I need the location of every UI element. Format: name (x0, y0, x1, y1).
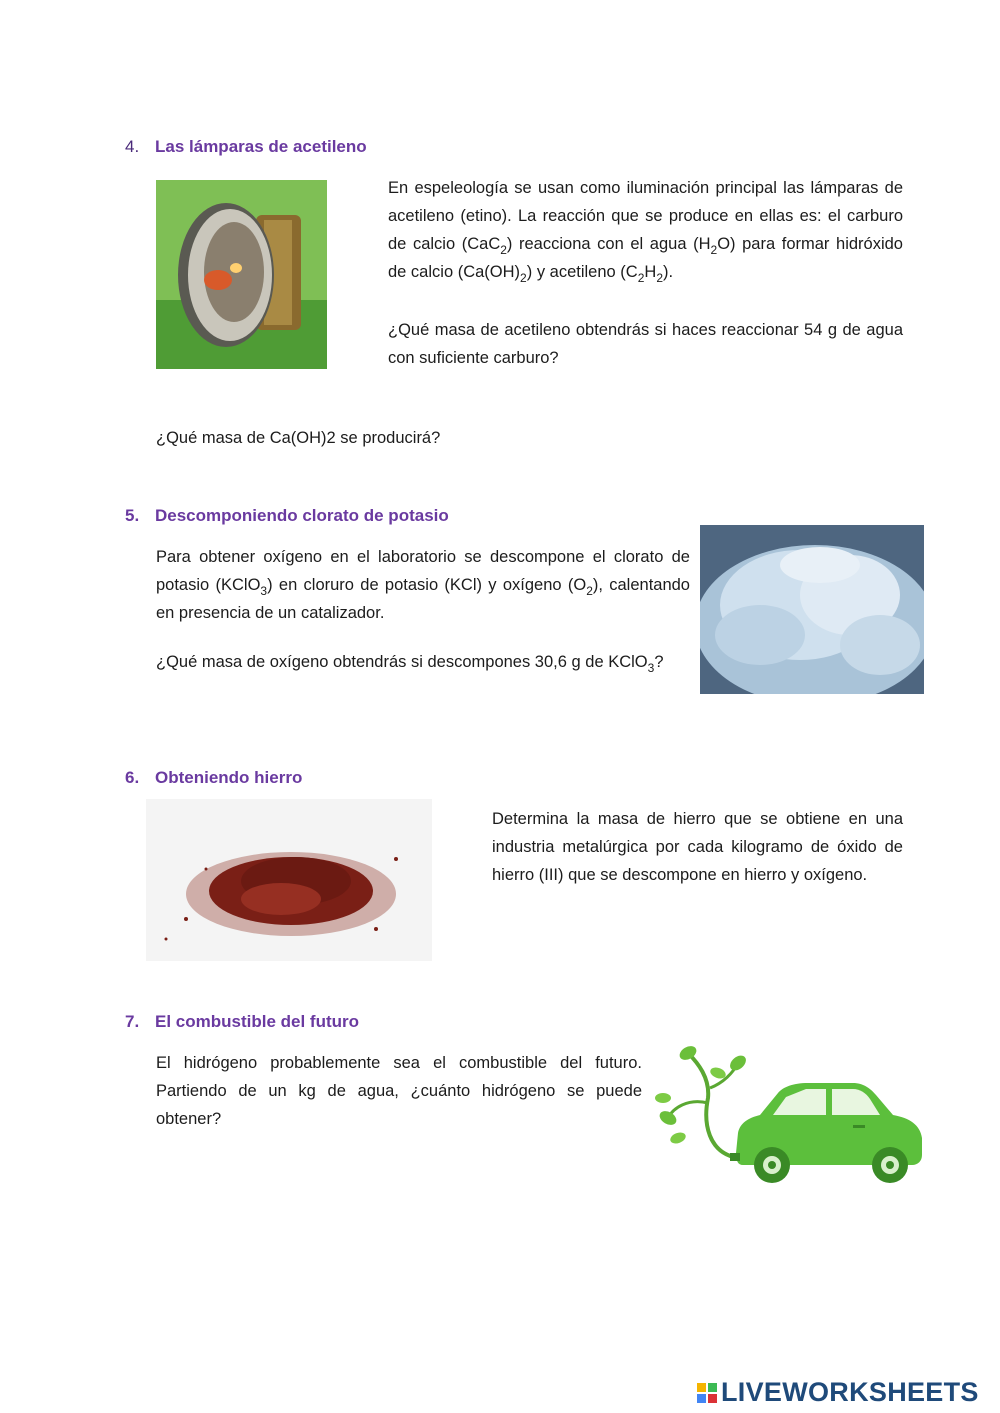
s4-text-d: ) y acetileno (C (526, 263, 638, 281)
section-6-heading (125, 768, 302, 788)
iron-oxide-image (146, 799, 432, 961)
section-5-question (156, 648, 690, 676)
s5-q-text-a: ¿Qué masa de oxígeno obtendrás si descompones 30,6 g de KClO (156, 653, 648, 671)
section-4-heading (125, 137, 367, 157)
liveworksheets-logo (697, 1377, 979, 1408)
section-4-number: 4. (125, 137, 140, 156)
section-5-title: Descomponiendo clorato de potasio (155, 506, 449, 525)
logo-icon (697, 1383, 717, 1403)
section-7-number: 7. (125, 1012, 140, 1031)
section-4-question-1: ¿Qué masa de acetileno obtendrás si haces reaccionar 54 g de agua con suficiente carburo? (388, 321, 903, 367)
s5-text-a: Para obtener oxígeno en el laboratorio se descompone el clorato de potasio (KClO (156, 548, 690, 594)
s5-q-sub: 3 (647, 661, 655, 675)
logo-text: LIVEWORKSHEETS (721, 1377, 979, 1407)
s5-text-b: ) en cloruro de potasio (KCl) y oxígeno (O (267, 576, 587, 594)
section-5-heading (125, 506, 449, 526)
s4-text-a: En espeleología se usan como iluminación principal las lámparas de acetileno (etino). La reacción que se produce en ellas es: el carburo de calcio (CaC (388, 179, 903, 253)
potassium-chlorate-image (700, 525, 924, 694)
section-7-paragraph: El hidrógeno probablemente sea el combustible del futuro. Partiendo de un kg de agua, ¿cuánto hidrógeno se puede obtener? (156, 1054, 642, 1128)
s4-text-c: O) para formar hidróxido de calcio (Ca(OH) (388, 235, 903, 281)
section-7-title: El combustible del futuro (155, 1012, 360, 1031)
s4-sub-1: 2 (500, 243, 507, 257)
s4-sub-2: 2 (710, 243, 718, 257)
s5-sub-1: 3 (260, 584, 268, 598)
section-5-number: 5. (125, 506, 140, 525)
green-car-image (648, 1043, 926, 1193)
acetylene-lamp-image (156, 180, 327, 369)
s4-sub-4: 2 (637, 271, 645, 285)
section-6-number: 6. (125, 768, 140, 787)
section-6-paragraph: Determina la masa de hierro que se obtiene en una industria metalúrgica por cada kilogramo de óxido de hierro (III) que se descompone en hierro y oxígeno. (492, 810, 903, 884)
section-6-title: Obteniendo hierro (155, 768, 303, 787)
s4-text-f: ). (663, 263, 674, 281)
s4-text-b: ) reacciona con el agua (H (506, 235, 711, 253)
s4-sub-5: 2 (656, 271, 663, 285)
section-4-paragraph (388, 174, 903, 286)
section-4-title: Las lámparas de acetileno (155, 137, 367, 156)
s5-text-c: ), calentando en presencia de un catalizador. (156, 576, 690, 622)
section-7-heading (125, 1012, 359, 1032)
s5-sub-2: 2 (586, 584, 593, 598)
s4-text-e: H (644, 263, 657, 281)
s5-q-text-b: ? (654, 653, 664, 671)
s4-sub-3: 2 (520, 271, 527, 285)
section-5-paragraph (156, 543, 690, 627)
section-4-question-2: ¿Qué masa de Ca(OH)2 se producirá? (156, 429, 441, 447)
